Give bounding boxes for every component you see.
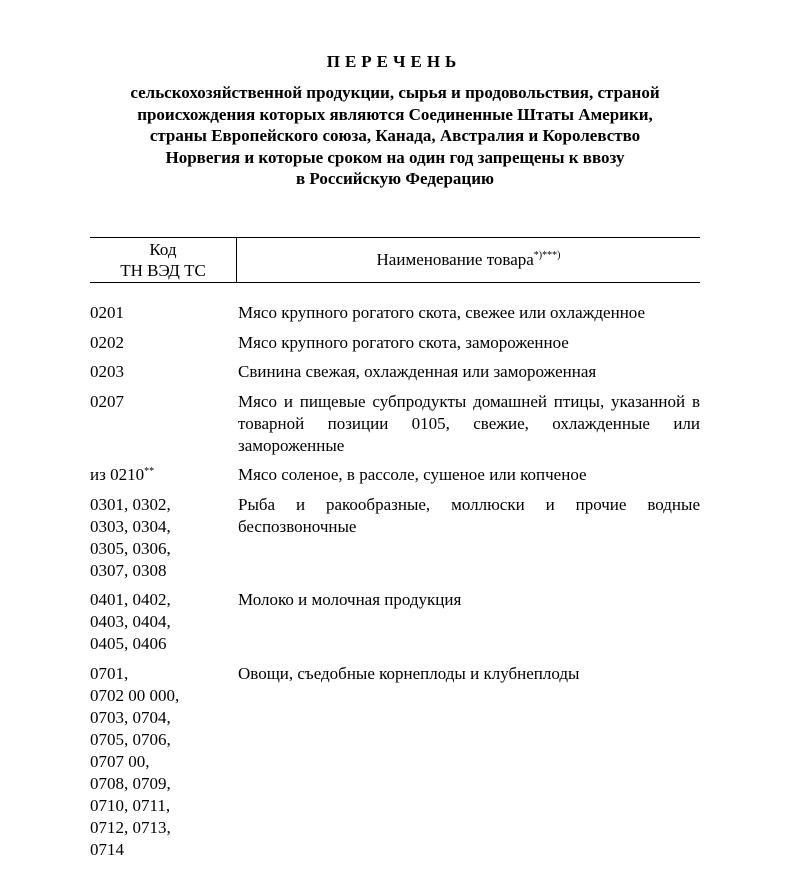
header-code-line1: Код (149, 240, 177, 259)
code-line: 0710, 0711, (90, 795, 171, 815)
table-row (90, 494, 700, 590)
code-line: 0305, 0306, (90, 538, 171, 558)
row-name: Мясо крупного рогатого скота, свежее или охлажденное (238, 303, 646, 322)
code-line: 0405, 0406 (90, 634, 167, 653)
table-row (90, 361, 700, 391)
table-row (90, 391, 700, 465)
row-code (90, 332, 238, 354)
code-line: 0303, 0304, (90, 516, 171, 536)
code-line: 0203 (90, 362, 124, 381)
code-line: 0307, 0308 (90, 560, 167, 580)
table-body (90, 302, 700, 868)
row-code (90, 589, 238, 655)
code-footnote: ** (144, 466, 155, 477)
code-line: 0301, 0302, (90, 494, 171, 514)
row-name: Овощи, съедобные корнеплоды и клубнеплоды (238, 663, 580, 683)
row-code (90, 494, 238, 582)
header-name-text: Наименование товара (376, 250, 534, 269)
row-name: Свинина свежая, охлажденная или замороженная (238, 362, 597, 381)
document-title: ПЕРЕЧЕНЬ (326, 52, 462, 71)
row-code (90, 391, 238, 457)
code-line: 0707 00, (90, 751, 150, 771)
code-line: 0701, (90, 663, 129, 683)
row-name: Рыба и ракообразные, моллюски и прочие водные беспозвоночные (238, 494, 700, 536)
subtitle-line: сельскохозяйственной продукции, сырья и продовольствия, страной (130, 83, 660, 102)
code-line: 0708, 0709, (90, 773, 171, 793)
row-name: Мясо и пищевые субпродукты домашней птицы, указанной в товарной позиции 0105, свежие, охлажденные или замороженные (238, 391, 700, 455)
row-code (90, 464, 238, 486)
row-name: Мясо соленое, в рассоле, сушеное или копченое (238, 465, 587, 484)
row-code (90, 663, 238, 861)
row-name: Мясо крупного рогатого скота, замороженное (238, 332, 569, 352)
code-line: 0201 (90, 303, 124, 322)
header-name (237, 238, 700, 282)
code-line: 0207 (90, 391, 124, 411)
header-code (90, 238, 237, 282)
header-footnote: *)***) (533, 250, 561, 261)
code-line: 0202 (90, 332, 124, 352)
row-code (90, 361, 238, 383)
table-row (90, 302, 700, 332)
row-name: Молоко и молочная продукция (238, 590, 462, 609)
row-code (90, 302, 238, 324)
code-line: 0703, 0704, (90, 707, 171, 727)
table-header (90, 237, 700, 283)
subtitle-line: страны Европейского союза, Канада, Австралия и Королевство (149, 126, 641, 145)
table-row (90, 663, 700, 869)
subtitle-line: происхождения которых являются Соединенные Штаты Америки, (137, 104, 653, 124)
code-line: 0702 00 000, (90, 685, 180, 705)
subtitle-line: в Российскую Федерацию (295, 169, 494, 188)
code-line: 0705, 0706, (90, 729, 171, 749)
code-line: 0403, 0404, (90, 612, 171, 631)
document-subtitle (90, 82, 700, 190)
code-line: 0712, 0713, (90, 817, 171, 837)
table-row (90, 589, 700, 663)
table-row (90, 464, 700, 494)
table-row (90, 332, 700, 362)
code-line: 0401, 0402, (90, 590, 171, 609)
header-code-line2: ТН ВЭД ТС (120, 261, 206, 280)
code-line: из 0210 (90, 465, 145, 484)
code-line: 0714 (90, 839, 124, 859)
subtitle-line: Норвегия и которые сроком на один год запрещены к ввозу (165, 147, 625, 167)
